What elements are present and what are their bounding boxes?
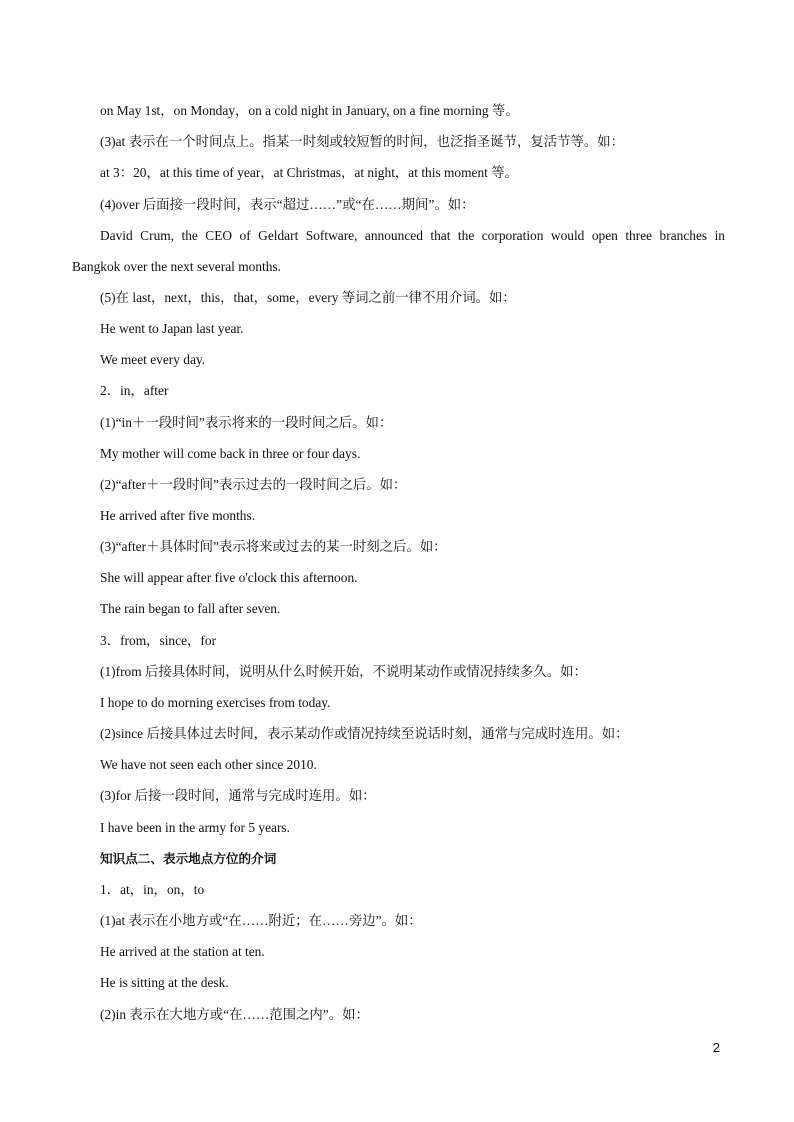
- example-line: She will appear after five o'clock this afternoon.: [100, 570, 358, 585]
- page-number: 2: [712, 1040, 720, 1055]
- example-line: He is sitting at the desk.: [100, 975, 229, 990]
- example-line: He went to Japan last year.: [100, 321, 244, 336]
- rule-line: (4)over 后面接一段时间，表示“超过……”或“在……期间”。如：: [100, 197, 475, 212]
- example-line: on May 1st，on Monday，on a cold night in January, on a fine morning 等。: [100, 103, 519, 118]
- example-line: I hope to do morning exercises from today.: [100, 695, 331, 710]
- example-line: David Crum, the CEO of Geldart Software, announced that the corporation would open three branches in: [100, 228, 725, 243]
- rule-line: (3)“after＋具体时间”表示将来或过去的某一时刻之后。如：: [100, 539, 447, 554]
- example-line: He arrived after five months.: [100, 508, 256, 523]
- rule-line: (2)“after＋一段时间”表示过去的一段时间之后。如：: [100, 477, 407, 492]
- rule-line: (2)since 后接具体过去时间，表示某动作或情况持续至说话时刻，通常与完成时连用。如：: [100, 726, 629, 741]
- section-heading: 知识点二、表示地点方位的介词: [100, 851, 277, 866]
- subsection-heading: 1．at，in，on，to: [100, 882, 205, 897]
- example-line-continuation: Bangkok over the next several months.: [72, 259, 281, 274]
- rule-line: (3)for 后接一段时间，通常与完成时连用。如：: [100, 788, 376, 803]
- example-line: My mother will come back in three or four days.: [100, 446, 361, 461]
- rule-line: (1)“in＋一段时间”表示将来的一段时间之后。如：: [100, 415, 393, 430]
- example-line: He arrived at the station at ten.: [100, 944, 265, 959]
- rule-line: (1)from 后接具体时间，说明从什么时候开始，不说明某动作或情况持续多久。如：: [100, 664, 587, 679]
- subsection-heading: 2．in，after: [100, 383, 169, 398]
- example-line: The rain began to fall after seven.: [100, 601, 281, 616]
- example-line: at 3：20，at this time of year，at Christmas，at night，at this moment 等。: [100, 165, 519, 180]
- example-line: We meet every day.: [100, 352, 206, 367]
- rule-line: (2)in 表示在大地方或“在……范围之内”。如：: [100, 1007, 369, 1022]
- example-line: I have been in the army for 5 years.: [100, 820, 290, 835]
- rule-line: (1)at 表示在小地方或“在……附近；在……旁边”。如：: [100, 913, 422, 928]
- subsection-heading: 3．from，since，for: [100, 633, 217, 648]
- rule-line: (3)at 表示在一个时间点上。指某一时刻或较短暂的时间，也泛指圣诞节，复活节等。如：: [100, 134, 625, 149]
- example-line: We have not seen each other since 2010.: [100, 757, 317, 772]
- rule-line: (5)在 last，next，this，that，some，every 等词之前一律不用介词。如：: [100, 290, 516, 305]
